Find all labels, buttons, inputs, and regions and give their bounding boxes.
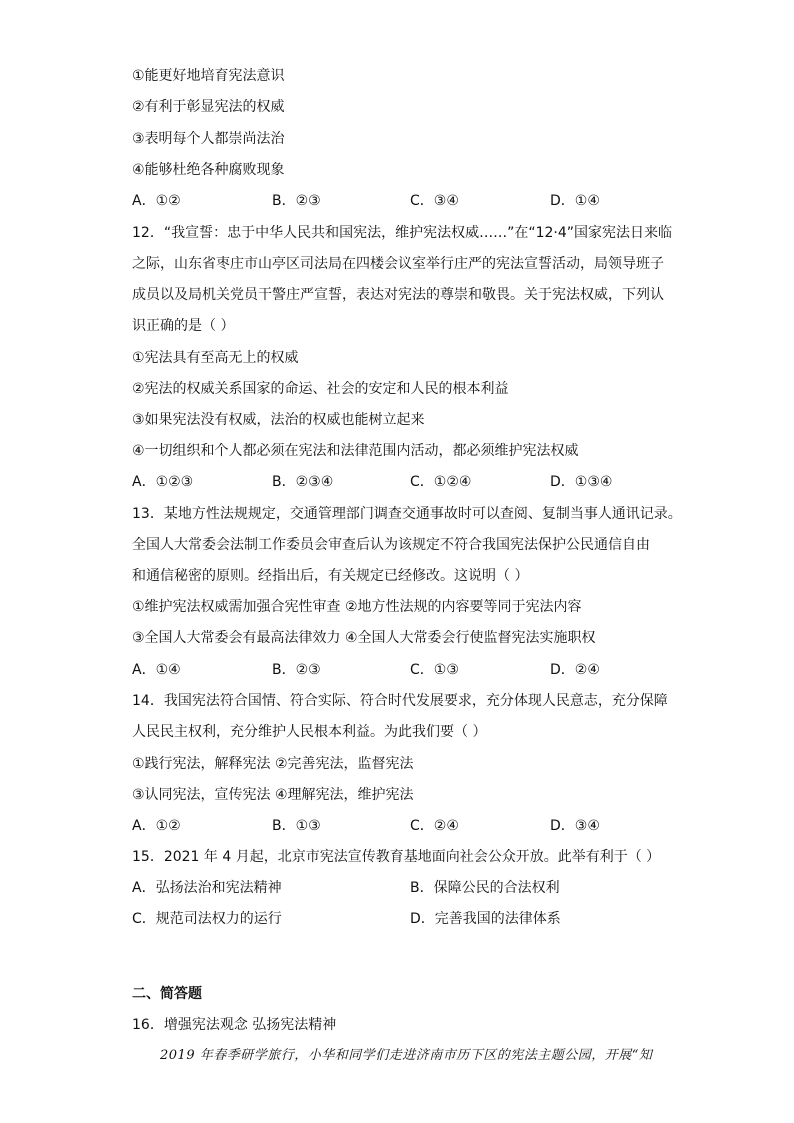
q11-item-2: ②有利于彰显宪法的权威 bbox=[132, 99, 285, 115]
q12-stem-2: 之际，山东省枣庄市山亭区司法局在四楼会议室举行庄严的宪法宣誓活动，局领导班子 bbox=[132, 256, 664, 272]
q12-item-3: ③如果宪法没有权威，法治的权威也能树立起来 bbox=[132, 412, 425, 428]
q16-text: 2019 年春季研学旅行，小华和同学们走进济南市历下区的宪法主题公园，开展“知 bbox=[160, 1048, 653, 1063]
q14-item-1: ①践行宪法，解释宪法 ②完善宪法，监督宪法 bbox=[132, 756, 414, 772]
q15-option-d: D．完善我国的法律体系 bbox=[410, 911, 561, 927]
q13-stem-1: 13．某地方性法规规定，交通管理部门调查交通事故时可以查阅、复制当事人通讯记录。 bbox=[132, 506, 682, 522]
q11-option-b: B．②③ bbox=[272, 193, 321, 209]
q13-option-d: D．②④ bbox=[550, 662, 600, 678]
q13-stem-3: 和通信秘密的原则。经指出后，有关规定已经修改。这说明（ ） bbox=[132, 568, 529, 584]
q15-option-b: B．保障公民的合法权利 bbox=[410, 880, 560, 896]
q11-option-c: C．③④ bbox=[410, 193, 459, 209]
q14-stem-2: 人民民主权利，充分维护人民根本利益。为此我们要（ ） bbox=[132, 724, 487, 740]
q15-stem: 15．2021 年 4 月起，北京市宪法宣传教育基地面向社会公众开放。此举有利于（ ） bbox=[132, 849, 661, 865]
q11-item-1: ①能更好地培育宪法意识 bbox=[132, 68, 285, 84]
q16-title: 16．增强宪法观念 弘扬宪法精神 bbox=[132, 1017, 337, 1033]
q14-option-a: A．①② bbox=[132, 818, 181, 834]
q12-item-4: ④一切组织和个人都必须在宪法和法律范围内活动，都必须维护宪法权威 bbox=[132, 443, 579, 459]
q14-item-2: ③认同宪法，宣传宪法 ④理解宪法，维护宪法 bbox=[132, 787, 414, 803]
q13-option-c: C．①③ bbox=[410, 662, 459, 678]
q12-option-c: C．①②④ bbox=[410, 474, 472, 490]
q15-option-a: A．弘扬法治和宪法精神 bbox=[132, 880, 282, 896]
q12-stem-1: 12．“我宣誓：忠于中华人民共和国宪法，维护宪法权威……”在“12·4”国家宪法日来临 bbox=[132, 225, 672, 241]
q13-item-2: ③全国人大常委会有最高法律效力 ④全国人大常委会行使监督宪法实施职权 bbox=[132, 630, 596, 646]
section-heading: 二、简答题 bbox=[132, 986, 202, 1002]
q14-stem-1: 14．我国宪法符合国情、符合实际、符合时代发展要求，充分体现人民意志，充分保障 bbox=[132, 693, 668, 709]
q12-option-b: B．②③④ bbox=[272, 474, 334, 490]
q13-option-a: A．①④ bbox=[132, 662, 181, 678]
q12-item-2: ②宪法的权威关系国家的命运、社会的安定和人民的根本利益 bbox=[132, 381, 509, 397]
q15-option-c: C．规范司法权力的运行 bbox=[132, 911, 282, 927]
q11-item-4: ④能够杜绝各种腐败现象 bbox=[132, 162, 285, 178]
q12-item-1: ①宪法具有至高无上的权威 bbox=[132, 350, 299, 366]
q12-stem-3: 成员以及局机关党员干警庄严宣誓，表达对宪法的尊崇和敬畏。关于宪法权威，下列认 bbox=[132, 287, 664, 303]
q13-stem-2: 全国人大常委会法制工作委员会审查后认为该规定不符合我国宪法保护公民通信自由 bbox=[132, 537, 650, 553]
q14-option-b: B．①③ bbox=[272, 818, 321, 834]
q13-item-1: ①维护宪法权威需加强合宪性审查 ②地方性法规的内容要等同于宪法内容 bbox=[132, 599, 582, 615]
q14-option-d: D．③④ bbox=[550, 818, 600, 834]
q11-item-3: ③表明每个人都崇尚法治 bbox=[132, 131, 285, 147]
q13-option-b: B．②③ bbox=[272, 662, 321, 678]
q11-option-d: D．①④ bbox=[550, 193, 600, 209]
q12-option-a: A．①②③ bbox=[132, 474, 194, 490]
q12-option-d: D．①③④ bbox=[550, 474, 613, 490]
q12-stem-4: 识正确的是（ ） bbox=[132, 318, 235, 334]
q14-option-c: C．②④ bbox=[410, 818, 459, 834]
q11-option-a: A．①② bbox=[132, 193, 181, 209]
